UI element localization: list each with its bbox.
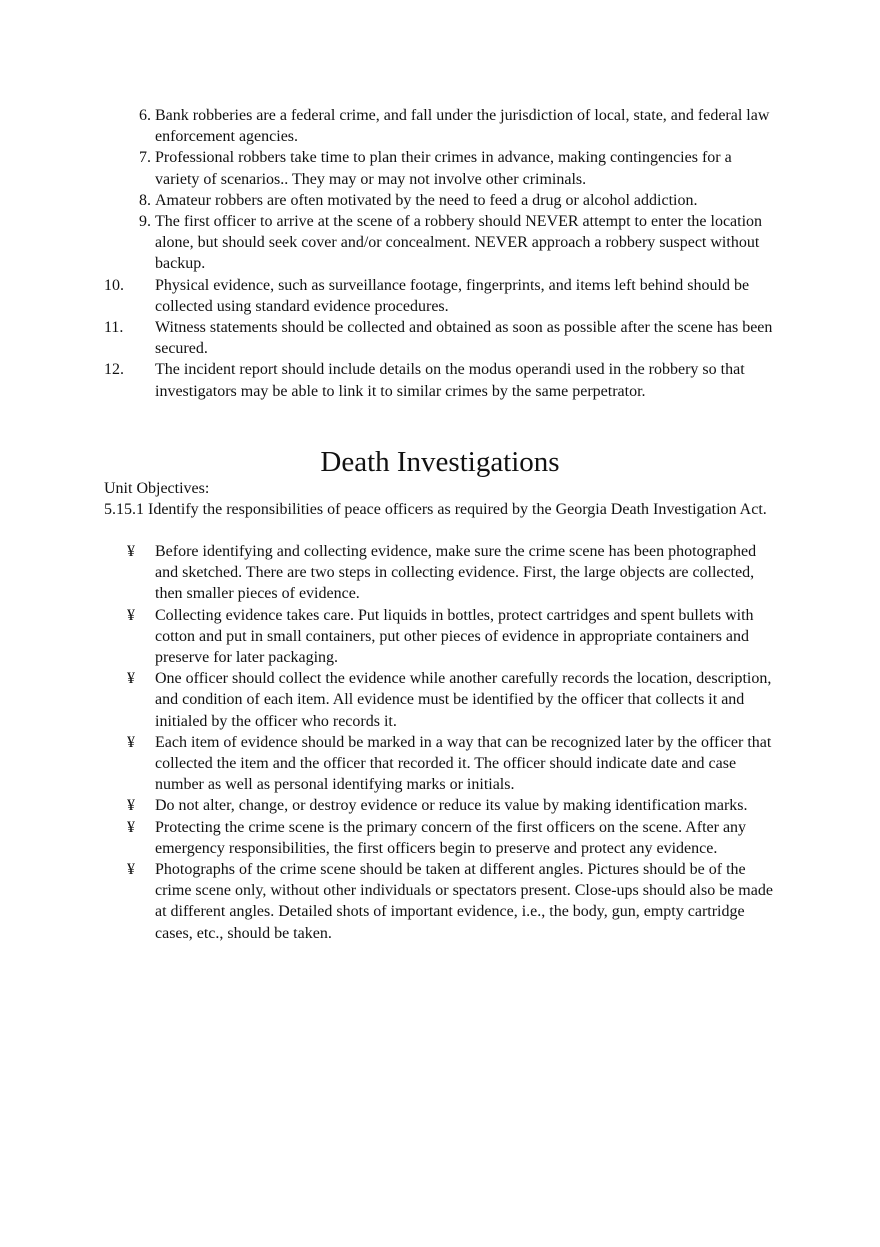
bullet-symbol: ¥ [127,818,135,836]
bullet-text: Before identifying and collecting evidence, make sure the crime scene has been photographed and sketched. There are two steps in collecting evidence. First, the large objects are collected, then smaller pieces of evidence. [155,543,757,603]
list-item-text: The incident report should include details on the modus operandi used in the robbery so that investigators may be able to link it to similar crimes by the same perpetrator. [155,361,745,400]
list-item-text: Witness statements should be collected and obtained as soon as possible after the scene has been secured. [155,319,773,358]
bullet-symbol: ¥ [127,670,135,688]
bullet-symbol: ¥ [127,733,135,751]
list-item [104,147,774,189]
list-item [104,317,774,359]
bullet-text: Protecting the crime scene is the primary concern of the first officers on the scene. After any emergency responsibilities, the first officers begin to preserve and protect any evidence. [155,818,747,857]
bullet-symbol: ¥ [127,861,135,879]
list-item-number: 7. [139,149,151,167]
list-item [104,275,774,317]
list-item-text: Professional robbers take time to plan their crimes in advance, making contingencies for a variety of scenarios.. They may or may not involve other criminals. [155,149,732,188]
bullet-item [104,541,774,605]
objectives-label: Unit Objectives: [104,480,210,497]
list-item [104,359,774,401]
evidence-bullet-list [104,541,774,944]
list-item-text: The first officer to arrive at the scene of a robbery should NEVER attempt to enter the location alone, but should seek cover and/or concealment. NEVER approach a robbery suspect without backup. [155,213,763,273]
bullet-text: Do not alter, change, or destroy evidence or reduce its value by making identification marks. [155,797,748,815]
bullet-item [104,732,774,796]
bullet-symbol: ¥ [127,797,135,815]
bullet-symbol: ¥ [127,606,135,624]
robbery-numbered-list [104,105,774,402]
list-item-number: 9. [139,213,151,231]
list-item [104,211,774,275]
bullet-item [104,817,774,859]
list-item-text: Amateur robbers are often motivated by the need to feed a drug or alcohol addiction. [155,191,698,209]
list-item-number: 11. [104,319,124,337]
bullet-symbol: ¥ [127,543,135,560]
list-item-text: Physical evidence, such as surveillance footage, fingerprints, and items left behind should be collected using standard evidence procedures. [155,276,750,315]
list-item-number: 8. [139,191,151,209]
bullet-item [104,795,774,816]
list-item [104,190,774,211]
list-item [104,105,774,147]
bullet-item [104,859,774,944]
bullet-text: Collecting evidence takes care. Put liquids in bottles, protect cartridges and spent bullets with cotton and put in small containers, put other pieces of evidence in appropriate containers and preserve for later packaging. [155,606,754,667]
bullet-item [104,668,774,732]
objective-text: 5.15.1 Identify the responsibilities of peace officers as required by the Georgia Death Investigation Act. [104,501,767,519]
list-item-text: Bank robberies are a federal crime, and fall under the jurisdiction of local, state, and federal law enforcement agencies. [155,107,770,146]
list-item-number: 12. [104,361,124,379]
section-title: Death Investigations [320,446,560,478]
bullet-text: One officer should collect the evidence while another carefully records the location, description, and condition of each item. All evidence must be identified by the officer that collects it and initialed by the officer who records it. [155,670,772,730]
bullet-text: Photographs of the crime scene should be taken at different angles. Pictures should be of the crime scene only, without other individuals or spectators present. Close-ups should also be made at different angles. Detailed shots of important evidence, i.e., the body, gun, empty cartridge cases, etc., should be taken. [155,861,773,942]
unit-objectives [104,478,774,520]
bullet-item [104,605,774,669]
bullet-text: Each item of evidence should be marked in a way that can be recognized later by the officer that collected the item and the officer that recorded it. The officer should indicate date and case number as well as personal identifying marks or initials. [155,733,772,794]
list-item-number: 10. [104,276,124,294]
list-item-number: 6. [139,107,151,124]
